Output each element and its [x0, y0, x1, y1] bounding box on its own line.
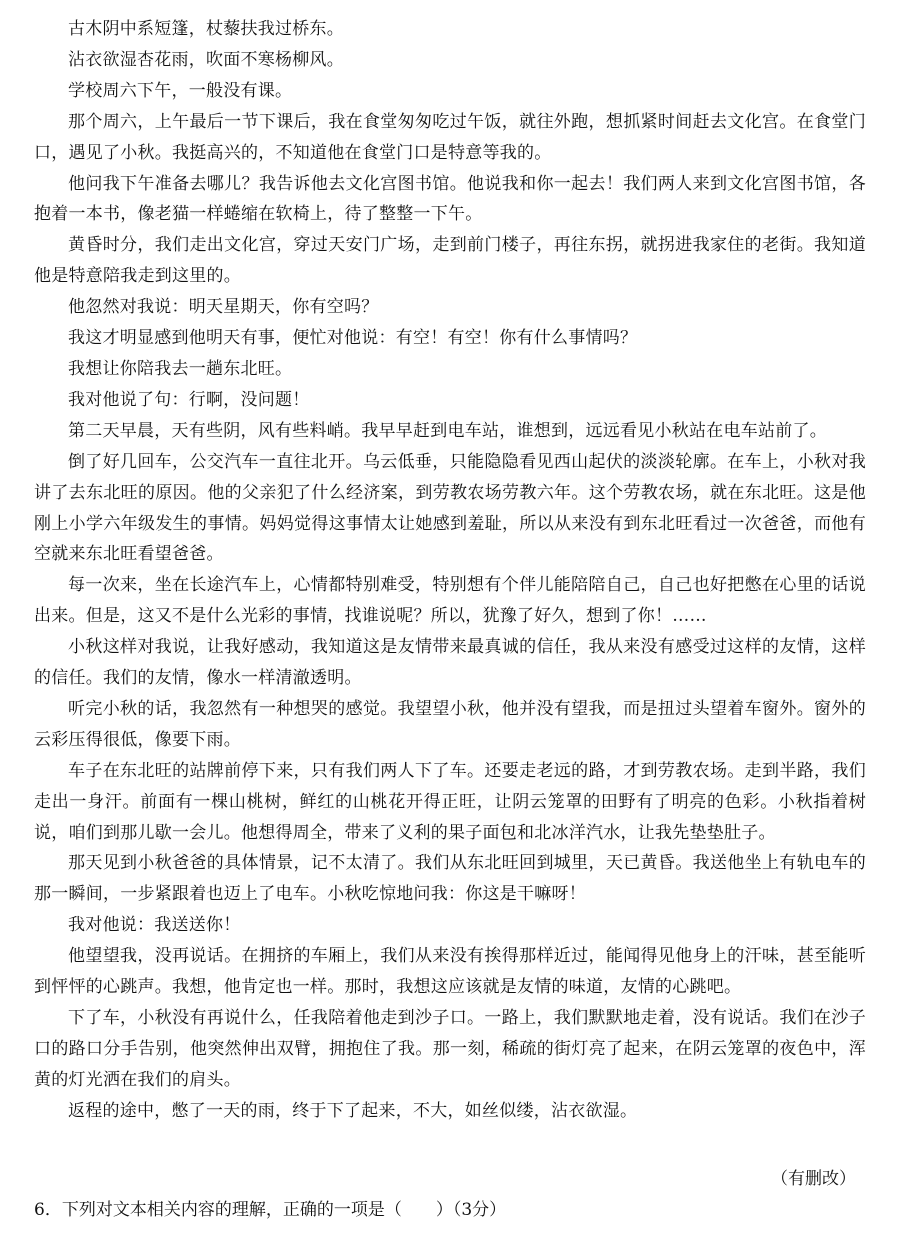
poem-line: 古木阴中系短篷，杖藜扶我过桥东。: [68, 19, 344, 39]
paragraph: 我对他说：我送送你！: [68, 915, 241, 936]
paragraph: 车子在东北旺的站牌前停下来，只有我们两人下了车。还要走老远的路，才到劳教农场。走到半路，我们走出一身汗。前面有一棵山桃树，鲜红的山桃花开得正旺，让阴云笼罩的田野有了明亮的色彩。小秋指着树说，咱们到那儿歇一会儿。他想得周全，带来了义利的果子面包和北冰洋汽水，让我先垫垫肚子。: [34, 760, 866, 843]
paragraph: 下了车，小秋没有再说什么，任我陪着他走到沙子口。一路上，我们默默地走着，没有说话。我们在沙子口的路口分手告别，他突然伸出双臂，拥抱住了我。那一刻，稀疏的街灯亮了起来，在阴云笼罩的夜色中，浑黄的灯光洒在我们的肩头。: [34, 1008, 866, 1090]
edit-note: （有删改）: [771, 1169, 856, 1189]
article-body: [34, 14, 866, 1127]
paragraph: 那个周六，上午最后一节下课后，我在食堂匆匆吃过午饭，就往外跑，想抓紧时间赶去文化宫。在食堂门口，遇见了小秋。我挺高兴的，不知道他在食堂门口是特意等我的。: [34, 111, 866, 163]
paragraph: 倒了好几回车，公交汽车一直往北开。乌云低垂，只能隐隐看见西山起伏的淡淡轮廓。在车上，小秋对我讲了去东北旺的原因。他的父亲犯了什么经济案，到劳教农场劳教六年。这个劳教农场，就在东北旺。这是他刚上小学六年级发生的事情。妈妈觉得这事情太让她感到羞耻，所以从来没有到东北旺看过一次爸爸，而他有空就来东北旺看望爸爸。: [34, 451, 866, 565]
paragraph: 我这才明显感到他明天有事，便忙对他说：有空！有空！你有什么事情吗？: [68, 328, 638, 349]
paragraph: 小秋这样对我说，让我好感动，我知道这是友情带来最真诚的信任，我从来没有感受过这样的友情，这样的信任。我们的友情，像水一样清澈透明。: [34, 637, 866, 689]
paragraph: 我想让你陪我去一趟东北旺。: [68, 358, 293, 379]
paragraph: 我对他说了句：行啊，没问题！: [68, 389, 310, 410]
paragraph: 每一次来，坐在长途汽车上，心情都特别难受，特别想有个伴儿能陪陪自己，自己也好把憋在心里的话说出来。但是，这又不是什么光彩的事情，找谁说呢？所以，犹豫了好久，想到了你！……: [34, 575, 866, 627]
poem-line: 沾衣欲湿杏花雨，吹面不寒杨柳风。: [68, 49, 344, 70]
paragraph: 黄昏时分，我们走出文化宫，穿过天安门广场，走到前门楼子，再往东拐，就拐进我家住的老街。我知道他是特意陪我走到这里的。: [34, 235, 866, 287]
question-6: 6．下列对文本相关内容的理解，正确的一项是（ ）（3分）: [34, 1200, 507, 1220]
paragraph: 那天见到小秋爸爸的具体情景，记不太清了。我们从东北旺回到城里，天已黄昏。我送他坐上有轨电车的那一瞬间，一步紧跟着也迈上了电车。小秋吃惊地问我：你这是干嘛呀！: [34, 853, 866, 905]
paragraph: 他问我下午准备去哪儿？我告诉他去文化宫图书馆。他说我和你一起去！我们两人来到文化宫图书馆，各抱着一本书，像老猫一样蜷缩在软椅上，待了整整一下午。: [34, 173, 866, 225]
paragraph: 听完小秋的话，我忽然有一种想哭的感觉。我望望小秋，他并没有望我，而是扭过头望着车窗外。窗外的云彩压得很低，像要下雨。: [34, 698, 866, 750]
paragraph: 返程的途中，憋了一天的雨，终于下了起来，不大，如丝似缕，沾衣欲湿。: [68, 1100, 638, 1121]
paragraph: 他忽然对我说：明天星期天，你有空吗？: [68, 297, 379, 318]
paragraph: 第二天早晨，天有些阴，风有些料峭。我早早赶到电车站，谁想到，远远看见小秋站在电车站前了。: [68, 420, 827, 441]
paragraph: 学校周六下午，一般没有课。: [68, 80, 293, 101]
paragraph: 他望望我，没再说话。在拥挤的车厢上，我们从来没有挨得那样近过，能闻得见他身上的汗味，甚至能听到怦怦的心跳声。我想，他肯定也一样。那时，我想这应该就是友情的味道，友情的心跳吧。: [34, 946, 866, 998]
